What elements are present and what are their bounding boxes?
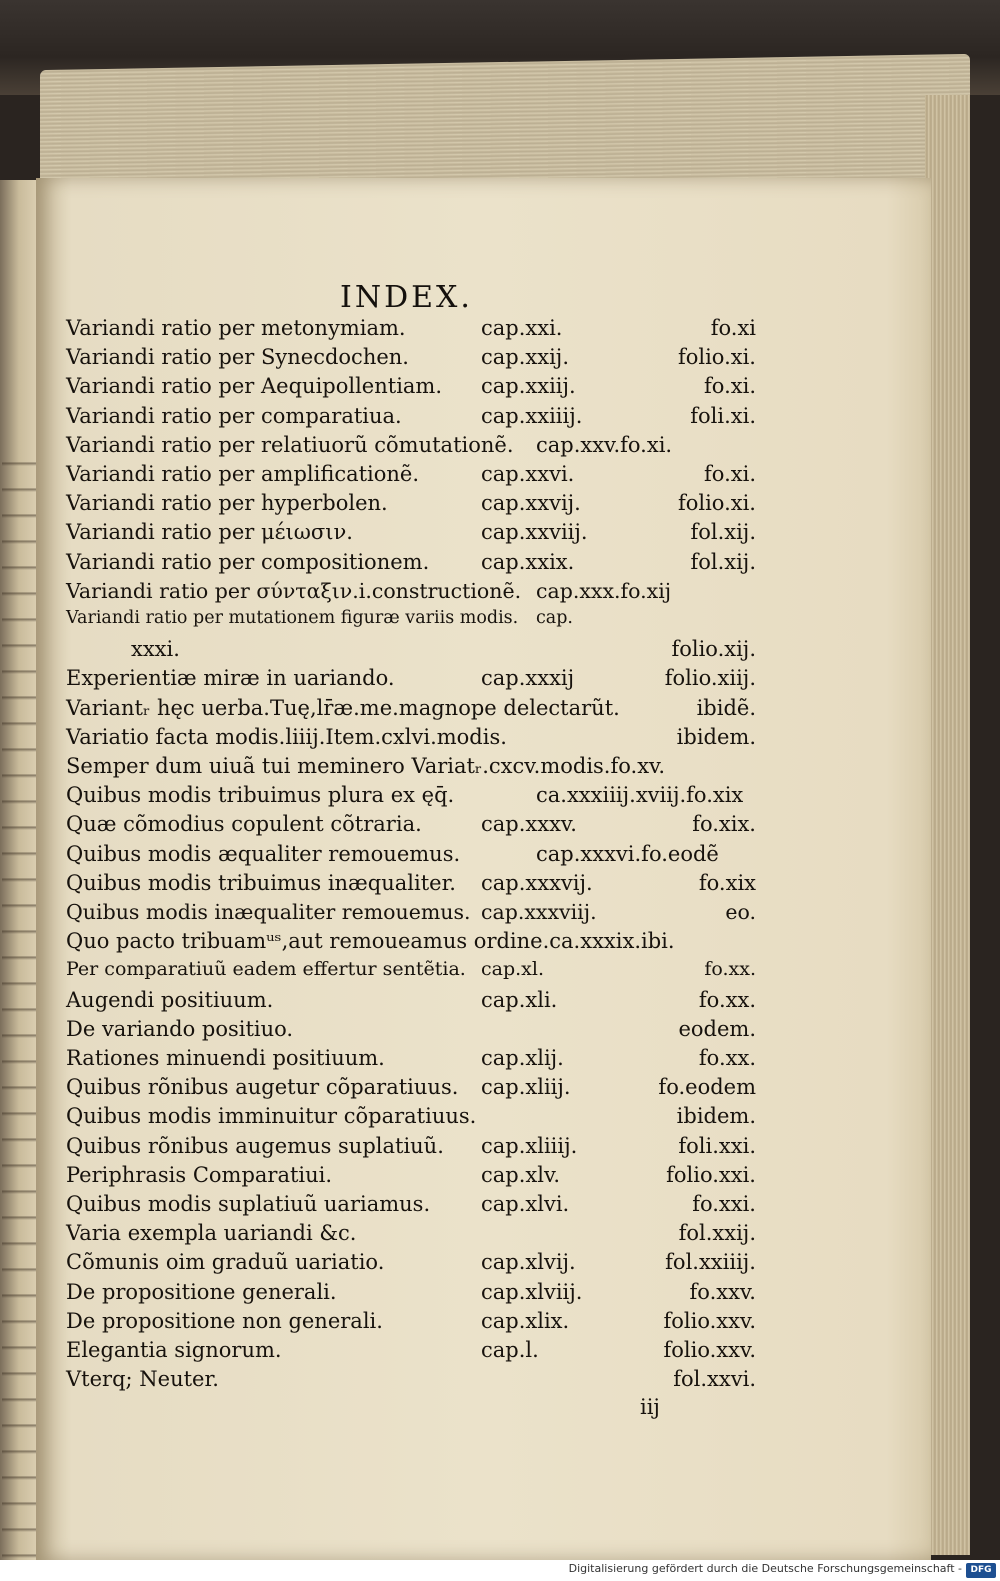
index-entry <box>66 404 756 433</box>
entry-title: Quibus modis suplatiuũ uariamus. <box>66 1192 431 1216</box>
entry-title: Quibus rõnibus augetur cõparatiuus. <box>66 1075 459 1100</box>
index-entry <box>66 550 756 579</box>
index-entry <box>66 1309 756 1338</box>
entry-chapter: cap.l. <box>481 1338 539 1362</box>
entry-folio: folio.xi. <box>677 491 756 516</box>
index-entry <box>66 958 756 987</box>
entry-title: Quibus modis imminuitur cõparatiuus. <box>66 1104 477 1129</box>
page-title: INDEX. <box>340 280 473 315</box>
index-entry <box>66 725 756 754</box>
index-entry <box>66 1163 756 1192</box>
index-entry <box>66 491 756 520</box>
entry-folio: fol.xij. <box>690 549 756 574</box>
index-entry <box>66 1075 756 1104</box>
entry-folio: ibidem. <box>676 1104 756 1129</box>
entry-title: Periphrasis Comparatiui. <box>66 1162 333 1187</box>
entry-title: Rationes minuendi positiuum. <box>66 1046 385 1070</box>
index-entry <box>66 1192 756 1221</box>
entry-chapter: cap. <box>536 608 573 628</box>
entry-folio: foli.xi. <box>690 403 756 428</box>
entry-folio: fo.xx. <box>704 958 756 981</box>
entry-chapter: cap.xxv.fo.xi. <box>536 432 673 457</box>
entry-chapter: cap.xxvi. <box>481 462 575 486</box>
entry-title: Quæ cõmodius copulent cõtraria. <box>66 812 422 837</box>
entry-chapter: cap.xliiij. <box>481 1133 578 1158</box>
entry-folio: folio.xi. <box>677 345 756 370</box>
entry-chapter: cap.xxxvi.fo.eodẽ <box>536 841 719 866</box>
index-entry <box>66 433 756 462</box>
entry-chapter: cap.xxix. <box>481 549 575 574</box>
entry-folio: fol.xxij. <box>678 1221 756 1246</box>
entry-chapter: cap.xlv. <box>481 1162 561 1187</box>
entry-folio: fo.xix. <box>692 812 756 837</box>
entry-title: Variandi ratio per hyperbolen. <box>66 491 388 516</box>
entry-title: Quibus modis æqualiter remouemus. <box>66 841 461 866</box>
index-entry <box>66 1104 756 1133</box>
entry-folio: fol.xij. <box>690 520 756 545</box>
entry-chapter: cap.xxi. <box>481 316 563 340</box>
entry-title: Quibus modis tribuimus plura ex ęq̄. <box>66 783 455 808</box>
entry-title: xxxi. <box>131 637 180 662</box>
entry-chapter: cap.xxvij. <box>481 491 581 516</box>
entry-folio: fo.xx. <box>698 1046 756 1070</box>
index-entries <box>66 316 756 1416</box>
entry-folio: eo. <box>725 900 756 924</box>
entry-title: Variandi ratio per Synecdochen. <box>66 345 409 370</box>
entry-title: Variandi ratio per metonymiam. <box>66 316 406 340</box>
index-entry <box>66 1250 756 1279</box>
entry-title: Variandi ratio per comparatiua. <box>66 403 402 428</box>
entry-title: Semper dum uiuã tui meminero Variatᵣ.cxcv.modis.fo.xv. <box>66 754 666 778</box>
entry-chapter: cap.xxiiij. <box>481 403 583 428</box>
entry-folio: fo.xix <box>698 870 756 895</box>
entry-chapter: cap.xl. <box>481 958 545 981</box>
index-entry <box>66 345 756 374</box>
index-entry <box>66 1221 756 1250</box>
entry-chapter: cap.xxxv. <box>481 812 577 837</box>
entry-title: Variandi ratio per μέιωσιν. <box>66 520 353 545</box>
entry-title: Elegantia signorum. <box>66 1338 282 1362</box>
entry-title: Quibus rõnibus augemus suplatiuũ. <box>66 1133 444 1158</box>
index-entry <box>66 1367 756 1396</box>
entry-title: Variandi ratio per Aequipollentiam. <box>66 374 443 399</box>
index-entry <box>66 579 756 608</box>
entry-title: Varia exempla uariandi &c. <box>66 1221 357 1246</box>
index-entry <box>66 666 756 695</box>
index-entry <box>66 1280 756 1309</box>
entry-chapter: cap.xliij. <box>481 1075 571 1100</box>
entry-title: De variando positiuo. <box>66 1016 294 1041</box>
index-entry <box>66 316 756 345</box>
index-entry <box>66 1134 756 1163</box>
entry-title: Experientiæ miræ in uariando. <box>66 666 395 691</box>
entry-title: Variandi ratio per relatiuorũ cõmutationẽ. <box>66 432 514 457</box>
entry-title: Quibus modis tribuimus inæqualiter. <box>66 870 456 895</box>
entry-folio: folio.xiij. <box>664 666 756 691</box>
entry-folio: ibidem. <box>676 724 756 749</box>
entry-chapter: cap.xlij. <box>481 1046 564 1070</box>
entry-title: De propositione generali. <box>66 1279 337 1304</box>
entry-folio: foli.xxi. <box>678 1133 756 1158</box>
index-entry <box>66 812 756 841</box>
entry-title: Quo pacto tribuamᵘˢ,aut remoueamus ordine.ca.xxxix.ibi. <box>66 929 675 954</box>
entry-chapter: cap.xxiij. <box>481 374 576 399</box>
index-entry <box>66 842 756 871</box>
entry-title: De propositione non generali. <box>66 1308 383 1333</box>
index-entry <box>66 520 756 549</box>
entry-chapter: cap.xlviij. <box>481 1279 583 1304</box>
entry-title: Augendi positiuum. <box>66 987 274 1012</box>
index-entry <box>66 462 756 491</box>
entry-chapter: cap.xxxviij. <box>481 900 597 924</box>
entry-folio: fo.xi. <box>704 462 756 486</box>
index-entry <box>66 374 756 403</box>
index-entry <box>66 1338 756 1367</box>
entry-title: Vterq; Neuter. <box>66 1367 219 1392</box>
index-entry <box>66 1046 756 1075</box>
signature-mark: iij <box>640 1395 660 1419</box>
entry-folio: folio.xxv. <box>663 1338 756 1362</box>
entry-folio: fo.xi <box>710 316 756 340</box>
index-entry <box>66 754 756 783</box>
index-entry <box>66 608 756 637</box>
entry-title: Variantᵣ hęc uerba.Tuę,lr̄æ.me.magnope delectarũt. <box>66 695 620 720</box>
index-entry <box>66 783 756 812</box>
entry-folio: folio.xxi. <box>666 1162 756 1187</box>
entry-chapter: cap.xxxvij. <box>481 870 593 895</box>
entry-title: Per comparatiuũ eadem effertur sentẽtia. <box>66 958 466 981</box>
index-entry <box>66 988 756 1017</box>
entry-folio: fol.xxiiij. <box>665 1250 756 1275</box>
entry-folio: eodem. <box>678 1016 756 1041</box>
entry-chapter: cap.xxviij. <box>481 520 588 545</box>
entry-chapter: cap.xlvij. <box>481 1250 576 1275</box>
entry-folio: fo.xxv. <box>689 1279 756 1304</box>
entry-chapter: cap.xlix. <box>481 1308 570 1333</box>
entry-folio: fo.xi. <box>704 374 756 399</box>
entry-chapter: cap.xxx.fo.xij <box>536 578 672 603</box>
index-entry <box>66 696 756 725</box>
entry-folio: fol.xxvi. <box>673 1367 756 1392</box>
entry-title: Variandi ratio per compositionem. <box>66 549 430 574</box>
page-edges-right <box>925 95 970 1555</box>
index-entry <box>66 900 756 929</box>
entry-folio: fo.xxi. <box>692 1192 756 1216</box>
entry-title: Variandi ratio per mutationem figuræ variis modis. <box>66 608 519 628</box>
entry-chapter: cap.xxxij <box>481 666 575 691</box>
entry-chapter: cap.xli. <box>481 987 558 1012</box>
index-entry <box>66 929 756 958</box>
entry-title: Variatio facta modis.liiij.Item.cxlvi.modis. <box>66 724 507 749</box>
entry-chapter: ca.xxxiiij.xviij.fo.xix <box>536 783 744 808</box>
entry-folio: folio.xxv. <box>663 1308 756 1333</box>
entry-chapter: cap.xxij. <box>481 345 569 370</box>
digitization-footer <box>0 1560 1000 1581</box>
entry-title: Variandi ratio per σύνταξιν.i.constructionẽ. <box>66 578 522 603</box>
footer-text: Digitalisierung gefördert durch die Deutsche Forschungsgemeinschaft - <box>568 1562 962 1575</box>
left-page-text <box>2 440 40 1560</box>
entry-folio: ibidẽ. <box>696 695 756 720</box>
index-entry <box>66 1017 756 1046</box>
entry-title: Quibus modis inæqualiter remouemus. <box>66 900 471 924</box>
entry-folio: fo.eodem <box>658 1075 756 1100</box>
index-entry <box>66 637 756 666</box>
index-entry <box>66 871 756 900</box>
entry-title: Cõmunis oim graduũ uariatio. <box>66 1250 385 1275</box>
entry-title: Variandi ratio per amplificationẽ. <box>66 462 420 486</box>
dfg-logo: DFG <box>966 1563 996 1578</box>
entry-folio: folio.xij. <box>671 637 756 662</box>
entry-chapter: cap.xlvi. <box>481 1192 570 1216</box>
entry-folio: fo.xx. <box>698 987 756 1012</box>
